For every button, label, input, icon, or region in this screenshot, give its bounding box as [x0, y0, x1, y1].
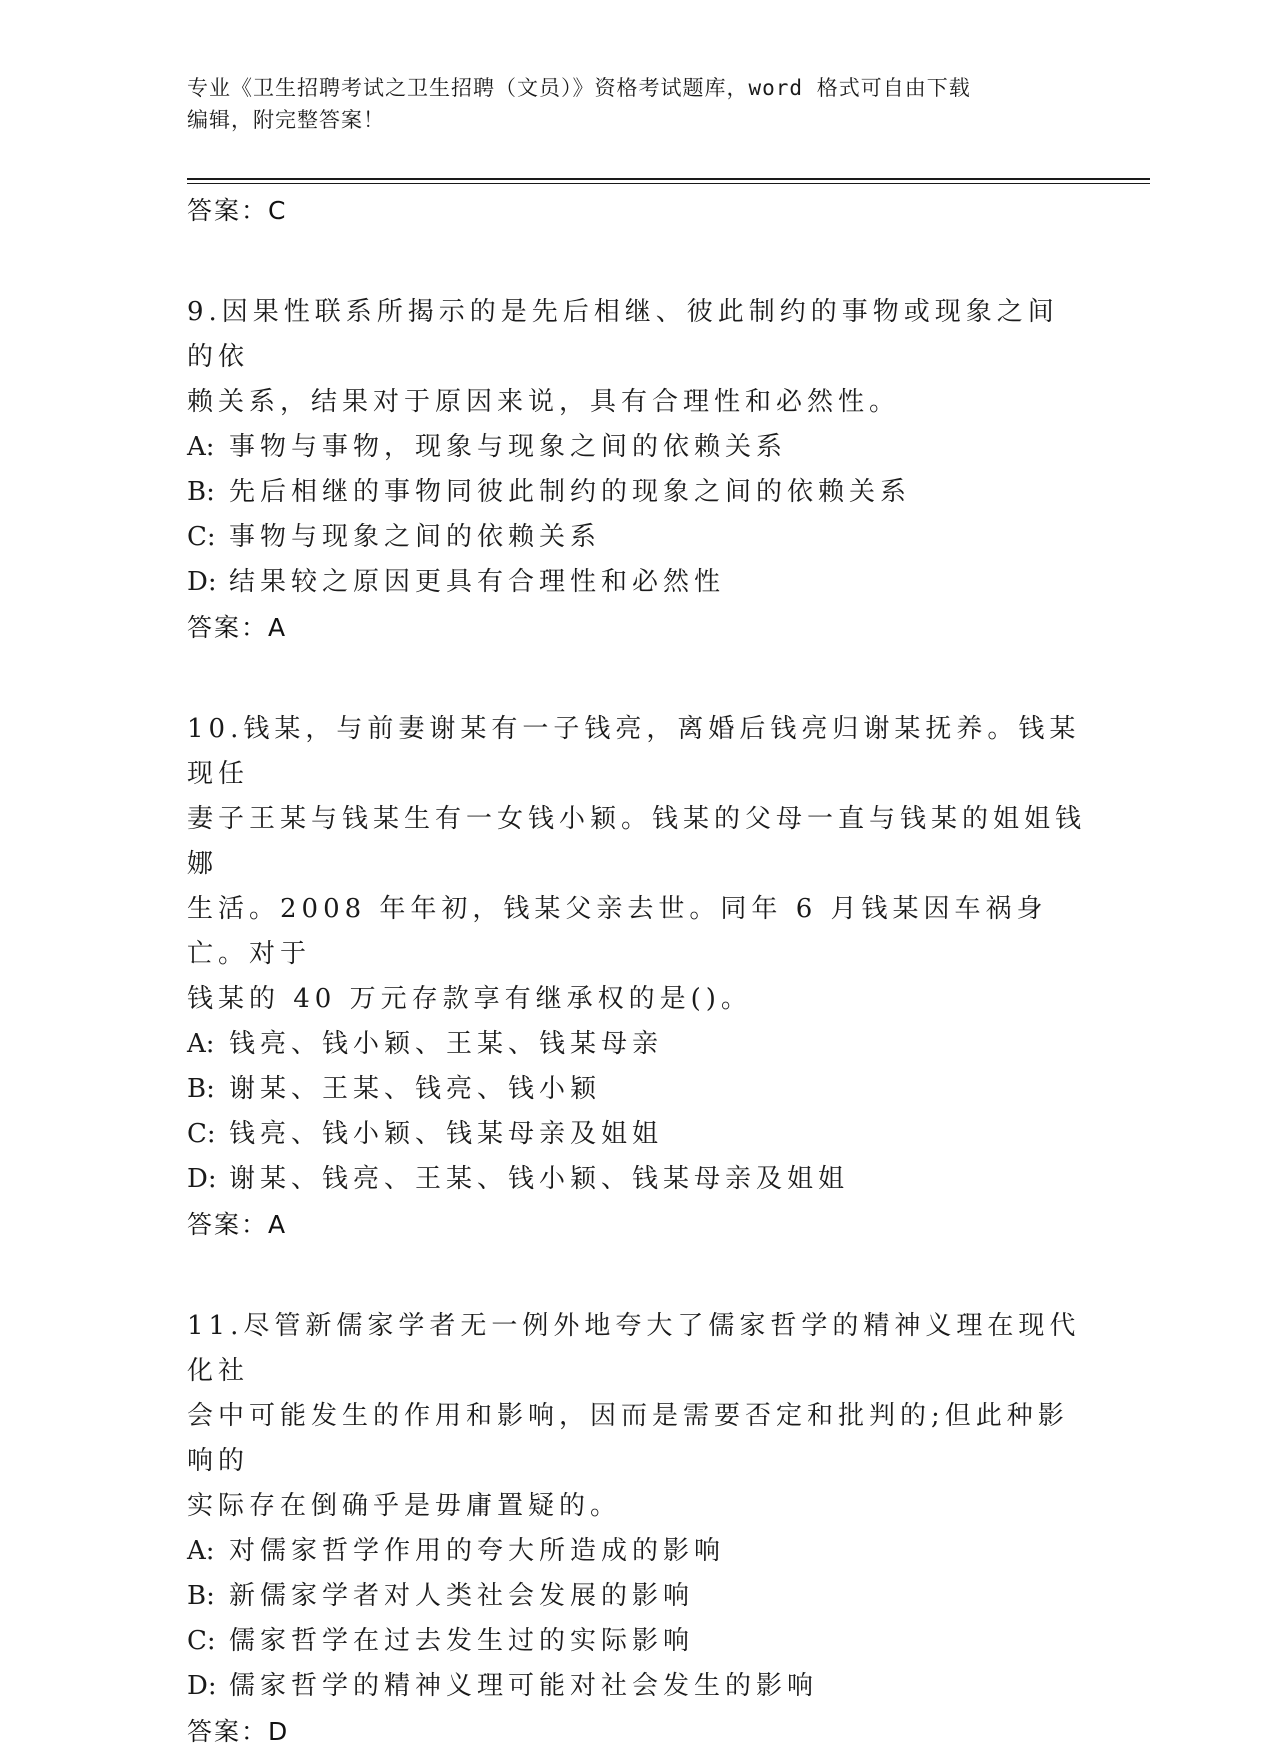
question-line: 会中可能发生的作用和影响，因而是需要否定和批判的;但此种影响的: [187, 1401, 1069, 1476]
option-text: 对儒家哲学作用的夸大所造成的影响: [229, 1536, 726, 1566]
question-line: 实际存在倒确乎是毋庸置疑的。: [187, 1491, 622, 1521]
option-d: [187, 1157, 1087, 1202]
answer: 答案：A: [187, 613, 288, 642]
option-d: [187, 560, 1087, 605]
question-line: 生活。2008 年年初，钱某父亲去世。同年 6 月钱某因车祸身亡。对于: [187, 894, 1048, 969]
question-line: 钱某的 40 万元存款享有继承权的是()。: [187, 984, 752, 1014]
question-text: [187, 707, 1087, 1022]
header-line-2: 编辑，附完整答案！: [187, 108, 385, 132]
option-a: [187, 1022, 1087, 1067]
question-text: [187, 1304, 1087, 1529]
option-text: 新儒家学者对人类社会发展的影响: [229, 1581, 695, 1611]
option-c: [187, 1619, 1087, 1664]
option-key: C:: [187, 522, 216, 552]
option-text: 结果较之原因更具有合理性和必然性: [229, 567, 726, 597]
option-c: [187, 1112, 1087, 1157]
question-line: 11.尽管新儒家学者无一例外地夸大了儒家哲学的精神义理在现代化社: [187, 1311, 1081, 1386]
option-text: 儒家哲学的精神义理可能对社会发生的影响: [229, 1671, 819, 1701]
option-key: B:: [187, 1074, 215, 1104]
option-key: D:: [187, 1164, 217, 1194]
question-line: 赖关系，结果对于原因来说，具有合理性和必然性。: [187, 387, 901, 417]
option-d: [187, 1664, 1087, 1709]
question-text: [187, 290, 1087, 425]
option-text: 谢某、钱亮、王某、钱小颖、钱某母亲及姐姐: [229, 1164, 850, 1194]
header-rule-thick: [187, 178, 1150, 180]
option-text: 儒家哲学在过去发生过的实际影响: [229, 1626, 695, 1656]
option-text: 先后相继的事物同彼此制约的现象之间的依赖关系: [229, 477, 912, 507]
answer: 答案：A: [187, 1210, 288, 1239]
option-key: D:: [187, 1671, 217, 1701]
header-rule-thin: [187, 183, 1150, 184]
question-line: 妻子王某与钱某生有一女钱小颖。钱某的父母一直与钱某的姐姐钱娜: [187, 804, 1087, 879]
option-key: A:: [187, 1536, 215, 1566]
option-text: 事物与事物，现象与现象之间的依赖关系: [229, 432, 788, 462]
option-text: 事物与现象之间的依赖关系: [229, 522, 602, 552]
option-key: B:: [187, 477, 215, 507]
option-a: [187, 1529, 1087, 1574]
header-line-1: 专业《卫生招聘考试之卫生招聘（文员）》资格考试题库，word 格式可自由下载: [187, 76, 971, 100]
question-10: [187, 707, 1087, 1248]
option-key: B:: [187, 1581, 215, 1611]
option-b: [187, 1067, 1087, 1112]
option-text: 谢某、王某、钱亮、钱小颖: [229, 1074, 602, 1104]
question-line: 9.因果性联系所揭示的是先后相继、彼此制约的事物或现象之间的依: [187, 297, 1059, 372]
page-header: [187, 72, 1087, 136]
option-key: C:: [187, 1119, 216, 1149]
question-line: 10.钱某，与前妻谢某有一子钱亮，离婚后钱亮归谢某抚养。钱某现任: [187, 714, 1081, 789]
option-key: A:: [187, 432, 215, 462]
question-list: [187, 185, 1087, 1755]
question-11: [187, 1304, 1087, 1755]
previous-answer: 答案：C: [187, 196, 288, 225]
question-9: [187, 290, 1087, 651]
option-text: 钱亮、钱小颖、钱某母亲及姐姐: [229, 1119, 664, 1149]
option-text: 钱亮、钱小颖、王某、钱某母亲: [229, 1029, 664, 1059]
answer: 答案：D: [187, 1717, 290, 1746]
option-b: [187, 1574, 1087, 1619]
option-a: [187, 425, 1087, 470]
option-c: [187, 515, 1087, 560]
option-key: C:: [187, 1626, 216, 1656]
option-key: A:: [187, 1029, 215, 1059]
option-key: D:: [187, 567, 217, 597]
option-b: [187, 470, 1087, 515]
